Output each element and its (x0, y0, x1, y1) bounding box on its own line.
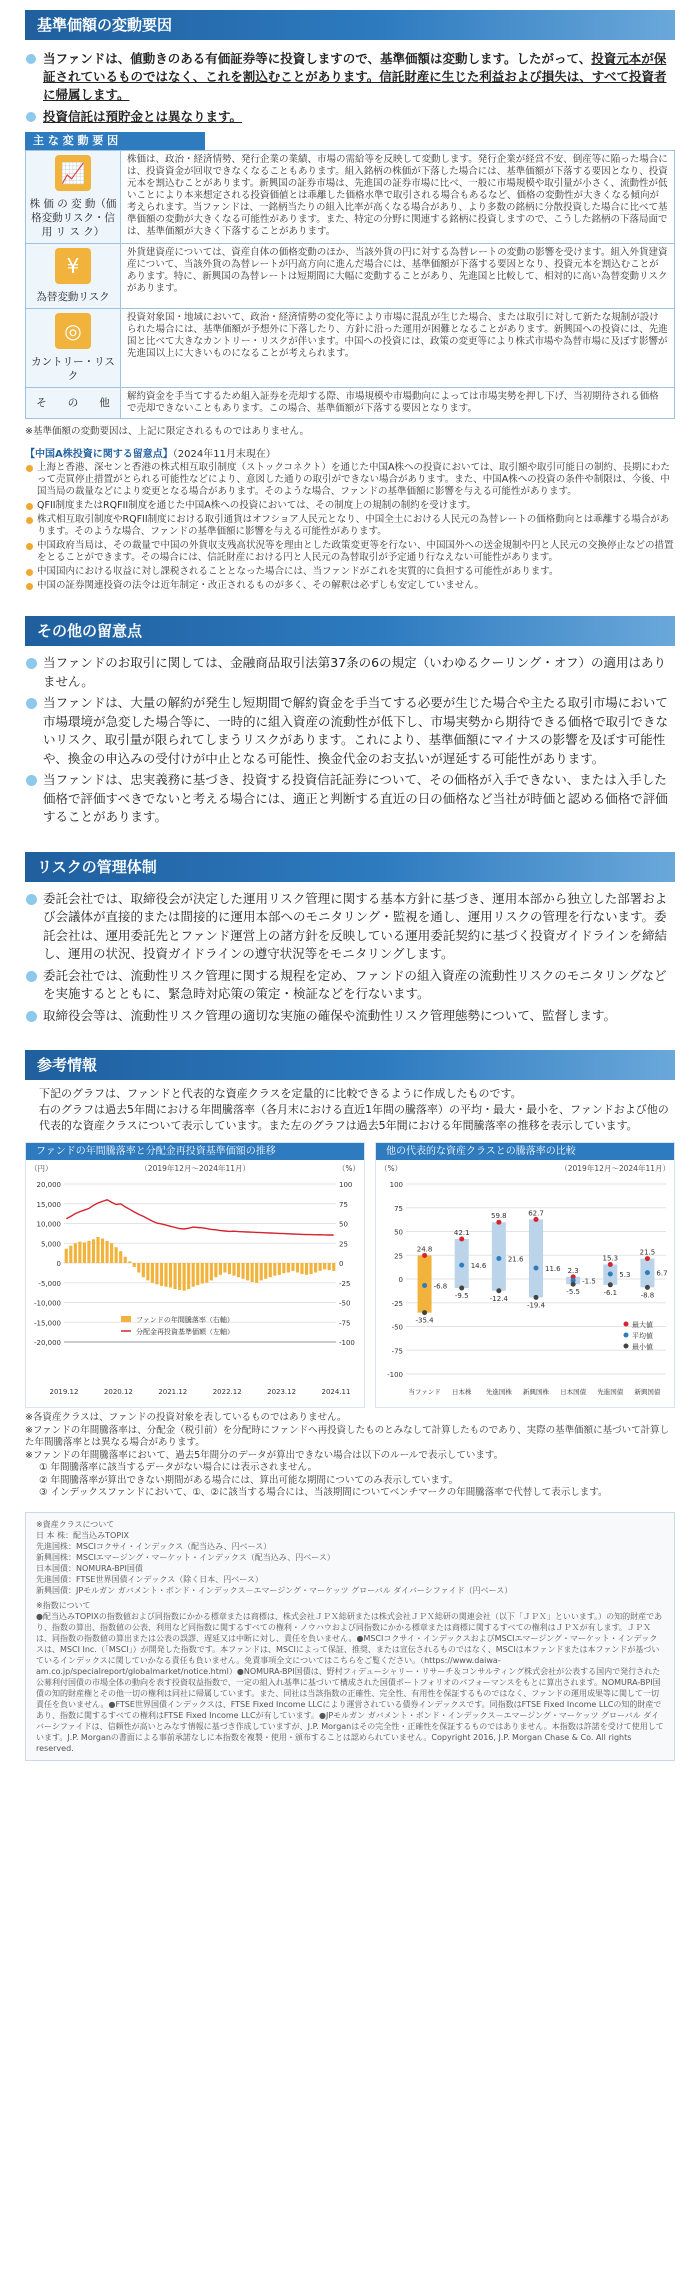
index-heading: ※指数について (36, 1600, 91, 1610)
return-bar (300, 1263, 303, 1274)
return-bar (78, 1242, 81, 1263)
risk-management-item: 委託会社では、取締役会が決定した運用リスク管理に関する基本方針に基づき、運用本部から独立した部署および会議体が直接的または間接的に運用本部へのモニタリング・監視を通し、運用リスクの管理を行ないます。委託会社は、運用委託先とファンド運営上の諸方針を反映している運用委託契約に基づく投資ガイドラインを締結し、運用の状況、投資ガイドラインの遵守状況等をモニタリングします。 (25, 890, 675, 964)
return-bar (291, 1263, 294, 1271)
reference-note: ※ファンドの年間騰落率は、分配金（税引前）を分配時にファンドへ再投資したものとみなして計算したものであり、実際の基準価額に基づいて計算した年間騰落率とは異なる場合があります。 (25, 1424, 670, 1448)
china-note: 中国の証券関連投資の法令は近年制定・改正されるものが多く、その解釈は必ずしも安定していません。 (25, 580, 675, 592)
legend-marker (624, 1344, 629, 1349)
risk-row (26, 151, 675, 244)
category-label: 先進国債 (597, 1388, 624, 1396)
avg-marker (422, 1283, 427, 1288)
reference-note: ※ファンドの年間騰落率において、過去5年間分のデータが算出できない場合は以下のルールで表示しています。 (25, 1449, 504, 1461)
china-title-text: 【中国A株投資に関する留意点】 (25, 449, 173, 460)
category-label: 新興国株 (523, 1388, 549, 1396)
return-bar (251, 1263, 254, 1282)
max-value-label: 2.3 (567, 1266, 579, 1275)
y-tick-label: -25 (391, 1299, 403, 1308)
reference-intro-line: 下記のグラフは、ファンドと代表的な資産クラスを定量的に比較できるように作成したものです。 (39, 1087, 522, 1100)
max-marker (608, 1262, 613, 1267)
index-disclaimer: ●配当込みTOPIXの指数値および同指数にかかる標章または商標は、株式会社ＪＰＸ総研または株式会社ＪＰＸ総研の関連会社（以下「ＪＰＸ」といいます。）の知的財産であり、指数の算出、指数値の公表、利用など同指数に関するすべての権利・ノウハウおよび同指数にかかる標章または商標に関するすべての権利はＪＰＸが有します。ＪＰＸは、同指数の指数値の算出または公表の誤謬、遅延又は中断に対し、責任を負いません。●MSCIコクサイ・インデックスおよびMSCIエマージング・マーケット・インデックスは、MSCI Inc.（「MSCI」）が開発した指数です。本ファンドは、MSCIによって保証、推奨、または宣伝されるものではなく、MSCIは本ファンドまたは本ファンドが基づいているインデックスに関していかなる責任も負いません。免責事項全文についてはこちらをご覧ください。（https://www.daiwa-am.co.jp/specialreport/globalmarket/notice.html）●NOMURA-BPI国債は、野村フィデューシャリー・リサーチ＆コンサルティング株式会社が公表する国内で発行された公募利付国債の市場全体の動向を表す投資収益指数で、一定の組入れ基準に基づいて構成された国債ポートフォリオのパフォーマンスをもとに算出されます。NOMURA-BPI国債の知的財産権とその他一切の権利は同社に帰属しています。また、同社は当該指数の正確性、完全性、有用性を保証するものではなく、ファンドの運用成果等に関して一切責任を負いません。●FTSE世界国債インデックスは、FTSE Fixed Income LLCにより運営されている債券インデックスです。同指数はFTSE Fixed Income LLCの知的財産であり、指数に関するすべての権利はFTSE Fixed Income LLCが有しています。●JPモルガン ガバメント・ボンド・インデックス－エマージング・マーケッツ グローバル ダイバーシファイドは、信頼性が高いとみなす情報に基づき作成していますが、J.P. Morganはその完全性・正確性を保証するものではありません。本指数は許諾を受けて使用しています。J.P. Morganの書面による事前承諾なしに本指数を複製・使用・頒布することは認められていません。Copyright 2016, J.P. Morgan Chase & Co. All rights reserved. (36, 1611, 664, 1753)
reference-notes (25, 1412, 675, 1500)
china-title-date: （2024年11月末現在） (172, 449, 276, 460)
key-point (25, 50, 675, 104)
right-tick-label: -25 (339, 1279, 351, 1288)
section-title-fluctuation: 基準価額の変動要因 (25, 10, 675, 40)
section-title-reference: 参考情報 (25, 1050, 675, 1080)
risk-row (26, 244, 675, 309)
avg-value-label: -1.5 (582, 1277, 596, 1286)
fund-chart (25, 1142, 365, 1408)
china-note: 株式相互取引制度やRQFII制度における取引通貨はオフショア人民元となり、中国全土における人民元の為替レートの価格動向とは乖離する場合があります。そのような場合、ファンドの基準価額に影響を与える可能性があります。 (25, 514, 675, 538)
min-value-label: -19.4 (526, 1301, 546, 1310)
nav-line (66, 1200, 333, 1235)
return-bar (160, 1263, 163, 1286)
comparison-chart-title: 他の代表的な資産クラスとの騰落率の比較 (376, 1143, 674, 1160)
legend-label-bar: ファンドの年間騰落率（右軸） (136, 1316, 234, 1324)
right-tick-label: -100 (339, 1339, 355, 1347)
comparison-chart-period: （2019年12月～2024年11月） (560, 1164, 670, 1173)
key-points (25, 50, 675, 126)
china-note: 中国政府当局は、その裁量で中国の外貨収支残高状況等を理由とした政策変更等を行ない、中国国外への送金規制や円と人民元の交換停止などの措置をとることができます。その場合には、信託財産における円と人民元の為替取引が予定通り行なえない可能性があります。 (25, 540, 675, 564)
left-tick-label: -5,000 (38, 1279, 61, 1288)
return-bar (232, 1263, 235, 1276)
max-marker (459, 1237, 464, 1242)
x-tick-label: 2019.12 (49, 1388, 79, 1396)
return-bar (173, 1263, 176, 1289)
return-bar (241, 1263, 244, 1279)
avg-marker (534, 1265, 539, 1270)
key-point-underlined: 投資信託は預貯金とは異なります。 (43, 109, 243, 124)
asset-class-heading: ※資産クラスについて (36, 1519, 115, 1529)
fund-chart-subheader (26, 1160, 364, 1174)
other-notes-list (25, 654, 675, 827)
china-notes (25, 462, 675, 592)
range-bar (529, 1219, 543, 1297)
asset-class-line: 新興国債：JPモルガン ガバメント・ボンド・インデックス－エマージング・マーケッツ グローバル ダイバーシファイド（円ベース） (36, 1585, 513, 1595)
max-marker (422, 1253, 427, 1258)
return-bar (119, 1251, 122, 1263)
max-value-label: 24.8 (416, 1245, 433, 1254)
min-value-label: -6.1 (603, 1288, 618, 1297)
comparison-chart-subheader (376, 1160, 674, 1174)
return-bar (115, 1247, 118, 1263)
reference-note: ② 年間騰落率が算出できない期間がある場合には、算出可能な期間についてのみ表示しています。 (39, 1474, 459, 1486)
y-tick-label: -100 (387, 1371, 403, 1379)
return-bar (219, 1263, 222, 1275)
right-tick-label: 0 (339, 1260, 344, 1268)
comparison-axis-unit: （%） (380, 1164, 403, 1173)
x-tick-label: 2024.11 (321, 1388, 351, 1396)
left-tick-label: 10,000 (36, 1220, 61, 1229)
risk-name-cell (26, 244, 121, 309)
category-label: 先進国株 (485, 1388, 512, 1396)
y-tick-label: 75 (394, 1204, 403, 1213)
return-bar (87, 1241, 90, 1263)
return-bar (309, 1263, 312, 1274)
legend-marker (624, 1333, 629, 1338)
risk-name-cell (26, 388, 121, 419)
return-bar (205, 1263, 208, 1283)
left-tick-label: 5,000 (40, 1240, 61, 1249)
min-marker (645, 1285, 650, 1290)
return-bar (282, 1263, 285, 1273)
risk-name: カントリー・リスク (31, 356, 115, 382)
reference-intro-line: 右のグラフは過去5年間における年間騰落率（各月末における直近1年間の騰落率）の平均・最大・最小を、ファンドおよび他の代表的な資産クラスについて表示しています。また左のグラフは過去5年間における年間騰落率の推移を表示しています。 (39, 1103, 669, 1132)
return-bar (155, 1263, 158, 1284)
risk-table-heading: 主 な 変 動 要 因 (25, 132, 205, 150)
return-bar (178, 1263, 181, 1290)
right-tick-label: -75 (339, 1319, 351, 1328)
key-point-text: 当ファンドは、値動きのある有価証券等に投資しますので、基準価額は変動します。したがって、 (43, 51, 592, 66)
risk-management-item: 取締役会等は、流動性リスク管理の適切な実施の確保や流動性リスク管理態勢について、監督します。 (25, 1007, 675, 1026)
china-note: QFII制度またはRQFII制度を通じた中国A株への投資においては、その制度上の規制の制約を受けます。 (25, 500, 675, 512)
return-bar (319, 1263, 322, 1271)
return-bar (69, 1246, 72, 1263)
left-tick-label: 15,000 (36, 1200, 61, 1209)
y-tick-label: 50 (394, 1228, 403, 1237)
return-bar (201, 1263, 204, 1284)
asset-class-line: 先進国債：FTSE世界国債インデックス（除く日本、円ベース） (36, 1574, 263, 1584)
china-note: 中国国内における収益に対し課税されることとなった場合には、当ファンドがこれを実質的に負担する可能性があります。 (25, 566, 675, 578)
right-axis-unit: （%） (337, 1164, 360, 1173)
return-bar (151, 1263, 154, 1283)
avg-marker (496, 1256, 501, 1261)
min-marker (534, 1295, 539, 1300)
return-bar (124, 1257, 127, 1263)
y-tick-label: 0 (398, 1276, 403, 1284)
max-value-label: 21.5 (639, 1248, 656, 1257)
return-bar (192, 1263, 195, 1287)
right-tick-label: -50 (339, 1299, 351, 1308)
risk-desc: 解約資金を手当てするため組入証券を売却する際、市場規模や市場動向によっては市場実勢を押し下げ、当初期待される価格で売却できないこともあります。この場合、基準価額が下落する要因となります。 (121, 388, 675, 419)
fund-chart-title: ファンドの年間騰落率と分配金再投資基準価額の推移 (26, 1143, 364, 1160)
legend-label: 最小値 (632, 1343, 653, 1351)
left-tick-label: -10,000 (33, 1299, 61, 1308)
legend-label-line: 分配金再投資基準価額（左軸） (136, 1328, 234, 1336)
return-bar (65, 1249, 68, 1263)
avg-value-label: -6.8 (433, 1282, 448, 1291)
fund-chart-period: （2019年12月～2024年11月） (140, 1164, 251, 1173)
charts-row (25, 1142, 675, 1408)
return-bar (237, 1263, 240, 1277)
right-tick-label: 75 (339, 1200, 348, 1209)
china-notes-title (25, 445, 675, 460)
return-bar (83, 1242, 86, 1263)
avg-value-label: 6.7 (656, 1269, 668, 1278)
return-bar (260, 1263, 263, 1280)
key-point (25, 108, 675, 126)
risk-desc: 外貨建資産については、資産自体の価格変動のほか、当該外貨の円に対する為替レートの変動の影響を受けます。組入外貨建資産について、当該外貨の為替レートが円高方向に進んだ場合には、基準価額が下落する要因となり、投資元本を割込むことがあります。特に、新興国の為替レートは短期間に大幅に変動することがあり、先進国と比較して、相対的に高い為替変動リスクがあります。 (121, 244, 675, 309)
return-bar (278, 1263, 281, 1275)
comparison-chart (375, 1142, 675, 1408)
asset-class-line: 新興国株：MSCIエマージング・マーケット・インデックス（配当込み、円ベース） (36, 1552, 335, 1562)
asset-class-line: 日 本 株：配当込みTOPIX (36, 1530, 129, 1540)
left-tick-label: -20,000 (33, 1339, 61, 1347)
risk-row (26, 309, 675, 388)
min-value-label: -12.4 (489, 1294, 508, 1303)
right-tick-label: 25 (339, 1240, 348, 1249)
min-marker (459, 1286, 464, 1291)
risk-note: ※基準価額の変動要因は、上記に限定されるものではありません。 (25, 426, 310, 437)
min-marker (496, 1288, 501, 1293)
reference-note: ① 年間騰落率に該当するデータがない場合には表示されません。 (39, 1462, 318, 1473)
return-bar (228, 1263, 231, 1274)
max-marker (496, 1220, 501, 1225)
return-bar (183, 1263, 186, 1291)
return-bar (255, 1263, 258, 1283)
risk-desc: 投資対象国・地域において、政治・経済情勢の変化等により市場に混乱が生じた場合、または取引に対して新たな規制が設けられた場合には、基準価額が予想外に下落したり、方針に沿った運用が困難となることがあります。新興国への投資には、先進国と比べて大きなカントリー・リスクが伴います。中国への投資には、政策の変更等により株式市場や為替市場に及ぼす影響が先進国以上に大きいものになることが考えられます。 (121, 309, 675, 388)
return-bar (142, 1263, 145, 1277)
risk-management-list (25, 890, 675, 1026)
x-tick-label: 2023.12 (267, 1388, 297, 1396)
return-bar (269, 1263, 272, 1277)
return-bar (74, 1243, 77, 1263)
return-bar (133, 1263, 136, 1267)
x-tick-label: 2021.12 (158, 1388, 188, 1396)
china-note: 上海と香港、深センと香港の株式相互取引制度（ストックコネクト）を通じた中国A株への投資においては、取引額や取引可能日の制約、長期にわたって売買停止措置がとられる可能性などにより、意図した通りの取引ができない場合があります。また、中国A株への投資の条件や制限は、今後、中国当局の裁量などにより変更となる場合があります。そのような場合、ファンドの基準価額に影響を与える可能性があります。 (25, 462, 675, 498)
risk-name: そ の 他 (36, 397, 110, 409)
max-value-label: 15.3 (602, 1254, 619, 1263)
max-value-label: 62.7 (528, 1209, 544, 1218)
reference-note: ③ インデックスファンドにおいて、①、②に該当する場合には、当該期間についてベンチマークの年間騰落率で代替して表示します。 (39, 1487, 608, 1498)
min-value-label: -8.8 (640, 1291, 655, 1300)
avg-value-label: 5.3 (619, 1270, 631, 1279)
avg-value-label: 11.6 (545, 1264, 561, 1273)
left-tick-label: -15,000 (33, 1319, 61, 1328)
return-bar (223, 1263, 226, 1272)
risk-name: 株 価 の 変 動（価格変動リスク・信 用 リ ス ク） (29, 198, 117, 238)
sources-box (25, 1512, 675, 1761)
return-bar (96, 1237, 99, 1263)
risk-name-cell (26, 309, 121, 388)
return-bar (264, 1263, 267, 1279)
x-tick-label: 2020.12 (103, 1388, 133, 1396)
asset-class-line: 先進国株：MSCIコクサイ・インデックス（配当込み、円ベース） (36, 1541, 272, 1551)
max-value-label: 42.1 (453, 1229, 470, 1238)
legend-marker (624, 1322, 629, 1327)
max-marker (534, 1217, 539, 1222)
return-bar (137, 1263, 140, 1272)
return-bar (169, 1263, 172, 1287)
yen-icon: ¥ (55, 248, 91, 284)
y-tick-label: -50 (391, 1323, 403, 1332)
key-point-underlined: 投資元本が保証されているものではなく、これを割込むことがあります。信託財産に生じた利益および損失は、すべて投資者に帰属します。 (43, 51, 667, 102)
max-marker (645, 1256, 650, 1261)
avg-value-label: 14.6 (470, 1262, 487, 1271)
legend-label: 平均値 (632, 1332, 653, 1340)
return-bar (210, 1263, 213, 1280)
right-tick-label: 100 (339, 1181, 353, 1189)
risk-row (26, 388, 675, 419)
return-bar (164, 1263, 167, 1287)
category-label: 日本株 (451, 1388, 472, 1396)
category-label: 当ファンド (408, 1388, 441, 1396)
avg-marker (459, 1263, 464, 1268)
avg-value-label: 21.6 (507, 1255, 524, 1264)
legend-swatch-bar (121, 1316, 131, 1322)
return-bar (323, 1263, 326, 1269)
return-bar (196, 1263, 199, 1285)
return-bar (287, 1263, 290, 1272)
max-value-label: 59.8 (491, 1212, 507, 1221)
min-marker (608, 1282, 613, 1287)
risk-table (25, 150, 675, 419)
other-note: 当ファンドは、大量の解約が発生し短期間で解約資金を手当てする必要が生じた場合や主たる取引市場において市場環境が急変した場合等に、一時的に組入資産の流動性が低下し、市場実勢から期待できる価格で取引できないリスク、取引量が限られてしまうリスクがあります。これにより、基準価額にマイナスの影響を及ぼす可能性や、換金の申込みの受付けが中止となる可能性、換金代金のお支払いが遅延する可能性があります。 (25, 694, 675, 768)
category-label: 日本国債 (560, 1388, 587, 1396)
return-bar (246, 1263, 249, 1280)
chart-icon: 📈 (55, 155, 91, 191)
reference-intro (25, 1086, 675, 1134)
return-bar (332, 1263, 335, 1271)
return-bar (273, 1263, 276, 1276)
return-bar (92, 1239, 95, 1263)
asset-class-line: 日本国債：NOMURA-BPI国債 (36, 1563, 143, 1573)
return-bar (105, 1241, 108, 1263)
other-note: 当ファンドは、忠実義務に基づき、投資する投資信託証券について、その価格が入手できない、または入手した価格で評価すべきでないと考える場合には、適正と判断する直近の日の価格など当社が時価と認める価格で評価することがあります。 (25, 771, 675, 827)
x-tick-label: 2022.12 (212, 1388, 242, 1396)
right-tick-label: 50 (339, 1220, 348, 1229)
min-value-label: -35.4 (415, 1316, 434, 1325)
return-bar (110, 1243, 113, 1263)
min-marker (422, 1310, 427, 1315)
left-tick-label: 20,000 (36, 1181, 61, 1189)
y-tick-label: 25 (394, 1252, 403, 1261)
y-tick-label: -75 (391, 1347, 403, 1356)
y-tick-label: 100 (389, 1181, 403, 1189)
risk-desc: 株価は、政治・経済情勢、発行企業の業績、市場の需給等を反映して変動します。発行企業が経営不安、倒産等に陥った場合には、投資資金が回収できなくなることもあります。組入銘柄の株価が下落した場合には、基準価額が下落する要因となり、投資元本を割込むことがあります。新興国の証券市場は、先進国の証券市場に比べ、一般に市場規模や取引量が小さく、流動性が低いことにより本来想定される投資価値とは乖離した価格水準で取引される場合もあるなど、価格の変動性が大きくなる傾向が考えられます。当ファンドは、一銘柄当たりの組入比率が高くなる場合があり、より多数の銘柄に分散投資した場合に比べて基準価額の変動が大きくなる可能性があります。また、特定の分野に関連する銘柄に投資しますので、こうした銘柄の下落局面では、基準価額が大きく下落することがあります。 (121, 151, 675, 244)
return-bar (146, 1263, 149, 1280)
return-bar (187, 1263, 190, 1289)
return-bar (328, 1263, 331, 1270)
min-value-label: -5.5 (566, 1288, 580, 1297)
section-title-risk-management: リスクの管理体制 (25, 852, 675, 882)
min-marker (571, 1282, 576, 1287)
return-bar (128, 1261, 131, 1263)
left-tick-label: 0 (56, 1260, 61, 1268)
globe-icon: ◎ (55, 313, 91, 349)
return-bar (296, 1263, 299, 1272)
fund-chart-svg (26, 1174, 364, 1404)
other-note: 当ファンドのお取引に関しては、金融商品取引法第37条の6の規定（いわゆるクーリング・オフ）の適用はありません。 (25, 654, 675, 691)
reference-note: ※各資産クラスは、ファンドの投資対象を表しているものではありません。 (25, 1412, 347, 1423)
comparison-chart-svg (376, 1174, 674, 1404)
risk-name: 為替変動リスク (36, 291, 110, 303)
legend-label: 最大値 (632, 1321, 653, 1329)
category-label: 新興国債 (634, 1388, 661, 1396)
avg-marker (608, 1271, 613, 1276)
min-value-label: -9.5 (454, 1292, 469, 1301)
return-bar (214, 1263, 217, 1277)
left-axis-unit: （円） (30, 1164, 53, 1173)
return-bar (305, 1263, 308, 1275)
return-bar (314, 1263, 317, 1272)
risk-management-item: 委託会社では、流動性リスク管理に関する規程を定め、ファンドの組入資産の流動性リスクのモニタリングなどを実施するとともに、緊急時対応策の策定・検証などを行ないます。 (25, 967, 675, 1004)
avg-marker (645, 1270, 650, 1275)
section-title-other-notes: その他の留意点 (25, 616, 675, 646)
risk-name-cell (26, 151, 121, 244)
return-bar (101, 1239, 104, 1263)
